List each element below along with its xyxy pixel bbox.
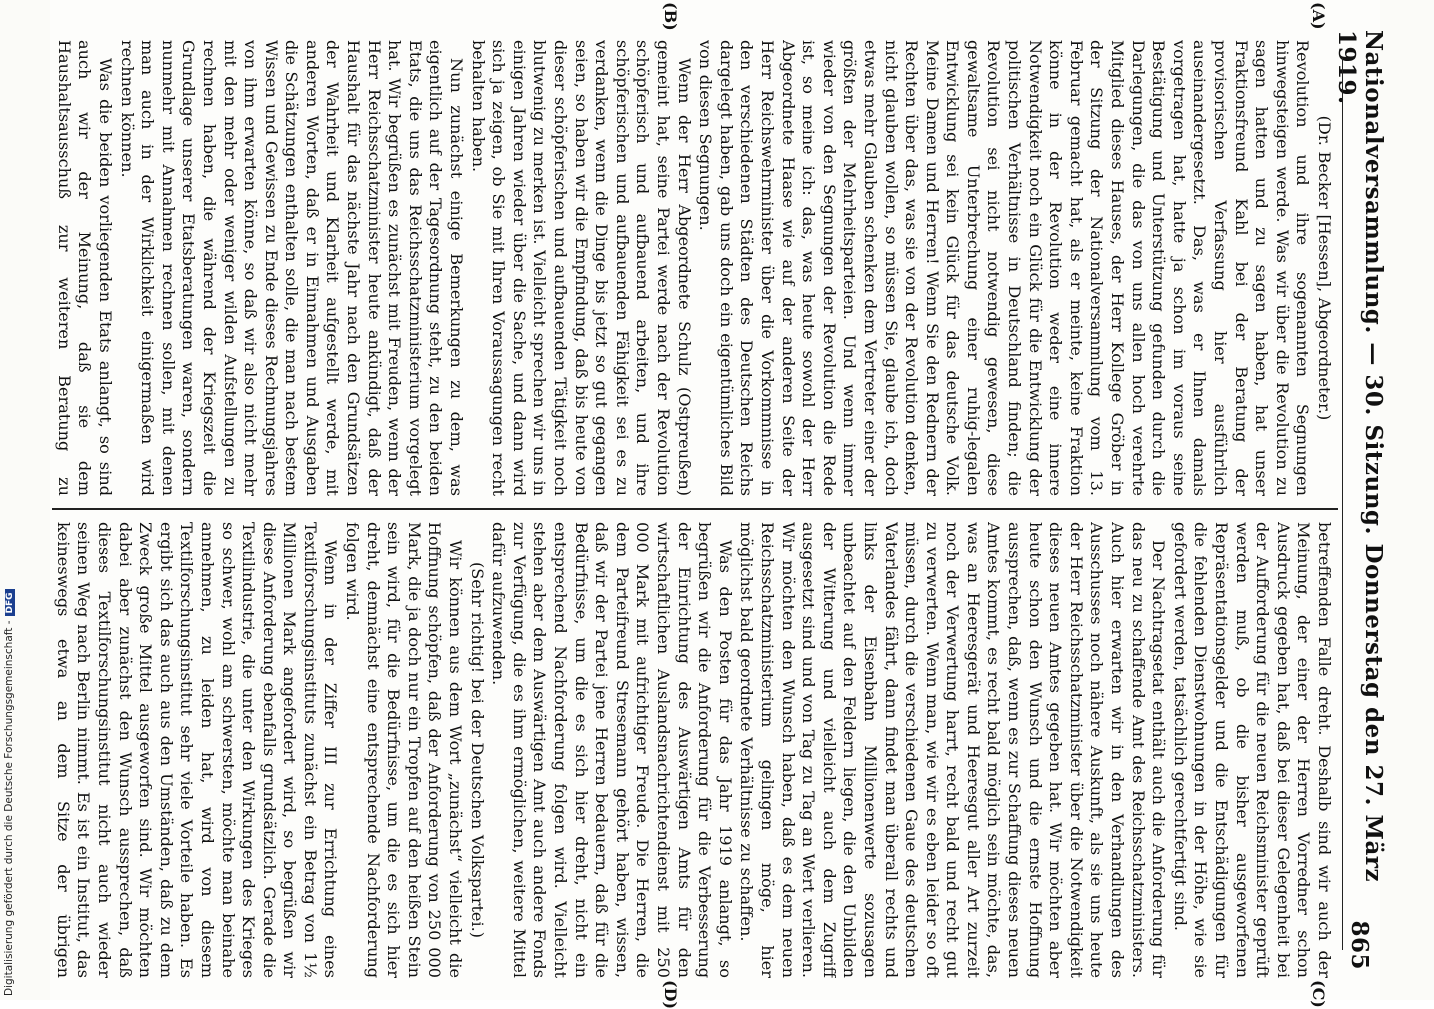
page-number: 865 [1346, 920, 1374, 970]
paragraph: Wenn der Herr Abgeordnete Schulz (Ostpreußen) gemeint hat, seine Partei werde nach der Revolution schöpferisch und aufbauend arbeiten, und ihre schöpferischen und aufbauenden Fähigkeit sei es zu verdanken, wenn die Dinge bis jetzt so gut gegangen seien, so haben wir die Empfindung, daß bis heute von dieser schöpferischen und aufbauenden Tätigkeit noch blutwenig zu merken ist. Vielleicht sprechen wir uns in einigen Jahren wieder über die Sache, und dann wird sich ja zeigen, ob Sie mit Ihren Voraussagungen recht behalten haben. [468, 40, 694, 496]
paragraph: Revolution und ihre sogenannten Segnungen hinwegsteigen werde. Was wir über die Revolution zu sagen hatten und zu sagen haben, hat unser Fraktionsfreund Kahl bei der Beratung der provisorischen Verfassung hier ausführlich auseinandergesetzt. Das, was er Ihnen damals vorgetragen hat, hatte ja schon im voraus seine Bestätigung und Unterstützung gefunden durch die Darlegungen, die das von uns allen hoch verehrte Mitglied dieses Hauses, der Herr Kollege Gröber in der Sitzung der Nationalversammlung vom 13. Februar gemacht hat, als er meinte, keine Fraktion könne in der Revolution weder eine innere Notwendigkeit noch ein Glück für die Entwicklung der politischen Verhältnisse in Deutschland finden; die Revolution sei nicht notwendig gewesen, diese gewaltsame Unterbrechung einer ruhig-legalen Entwicklung sei kein Glück für das deutsche Volk. Meine Damen und Herren! Wenn Sie den Rednern der Rechten über das, was sie von der Revolution denken, nicht glauben wollen, so müssen Sie, glaube ich, doch etwas mehr Glauben schenken dem Vertreter einer der größten der Mehrheitsparteien. Und wenn immer wieder von den Segnungen der Revolution die Rede ist, so meine ich: das, was heute sowohl der Herr Abgeordnete Haase wie auf der anderen Seite der Herr Reichswehrminister über die Vorkommnisse in den verschiedenen Städten des Deutschen Reichs dargelegt haben, gab uns doch ein eigentümliches Bild von diesen Segnungen. [696, 40, 1313, 496]
paragraph: Wir können aus dem Wort „zunächst“ vielleicht die Hoffnung schöpfen, daß der Anforderung von 250 000 Mark, die ja doch nur ein Tropfen auf den heißen Stein sein wird, für die Bedürfnisse, um die es sich hier dreht, demnächst eine entsprechende Nachforderung folgen wird. [343, 522, 466, 978]
paragraph: Wenn in der Ziffer III zur Errichtung eines Textilforschungsinstituts zunächst ein Betrag von 1½ Millionen Mark angefordert wird, so begrüßen wir diese Anforderung ebenfalls grundsätzlich. Gerade die Textilindustrie, die unter den Wirkungen des Krieges so schwer, wohl am schwersten, möchte man beinahe annehmen, zu leiden hat, wird von diesem Textilforschungsinstitut sehr viele Vorteile haben. Es ergibt sich das auch aus den Umständen, daß zu dem Zweck große Mittel ausgeworfen sind. Wir möchten dabei aber zunächst den Wunsch aussprechen, daß dieses Textilforschungsinstitut nicht auch wieder seinen Weg nach Berlin nimmt. Es ist ein Institut, das keineswegs etwa an dem Sitze der übrigen [54, 522, 341, 978]
paragraph: Der Nachtragsetat enthält auch die Anforderung für das neu zu schaffende Amt des Reichsschatzministers. Auch hier erwarten wir in den Verhandlungen des Ausschusses noch nähere Auskunft, als sie uns heute der Herr Reichsschatzminister über die Notwendigkeit dieses neuen Amtes gegeben hat. Wir möchten aber heute schon den Wunsch und die ernste Hoffnung aussprechen, daß, wenn es zur Schaffung dieses neuen Amtes kommt, es recht bald möglich sein möchte, das, was an Heeresgerät und Heeresgut aller Art zurzeit noch der Verwertung harrt, recht bald und recht gut zu verwerten. Wenn man, wie wir es eben leider so oft müssen, durch die verschiedenen Gaue des deutschen Vaterlandes fährt, dann findet man überall rechts und links der Eisenbahn Millionenwerte sozusagen unbeachtet auf den Feldern liegen, die den Unbilden der Witterung und vielleicht auch dem Zugriff ausgesetzt sind und von Tag zu Tag an Wert verlieren. Wir möchten den Wunsch haben, daß es dem neuen Reichsschatzministerium gelingen möge, hier möglichst bald geordnete Verhältnisse zu schaffen. [737, 522, 1169, 978]
margin-marker-d: (D) [661, 980, 680, 1009]
header-title: Nationalversammlung. — 30. Sitzung. Donnerstag den 27. März 1919. [1333, 30, 1387, 883]
interjection: (Sehr richtig! bei der Deutschen Volkspartei.) [467, 562, 487, 938]
newspaper-page [50, 0, 1387, 1009]
paragraph: Was den Posten für das Jahr 1919 anlangt, so begrüßen wir die Anforderung für die Verbesserung der Einrichtung des Auswärtigen Amts für den wirtschaftlichen Auslandsnachrichtendienst mit 250 000 Mark mit aufrichtiger Freude. Die Herren, die dem Parteifreund Stresemann gehört haben, wissen, daß wir der Partei jene Herren bedauern, daß für die Bedürfnisse, um die es sich hier dreht, nicht ein entsprechend Nachforderung folgen wird. Vielleicht stehen aber dem Auswärtigen Amt auch andere Fonds zur Verfügung, die es ihm ermöglichen, weitere Mittel dafür aufzuwenden. [489, 522, 735, 978]
right-text-column [54, 522, 1334, 978]
paragraph: Was die beiden vorliegenden Etats anlangt, so sind auch wir der Meinung, daß sie dem Haushaltsausschuß zur weiteren Beratung zu [54, 40, 115, 496]
column-divider [52, 508, 1338, 510]
dfg-logo: DFG [5, 589, 15, 616]
page-header [1333, 30, 1387, 970]
header-rule [1342, 58, 1343, 950]
left-text-column [54, 40, 1334, 496]
speaker-line: (Dr. Becker [Hessen], Abgeordneter.) [1315, 115, 1334, 421]
credit-text: Digitalisierung gefördert durch die Deutsche Forschungsgemeinschaft - [3, 620, 15, 996]
margin-marker-c: (C) [1309, 980, 1328, 1008]
margin-marker-b: (B) [661, 2, 680, 31]
digitization-credit [3, 589, 15, 996]
margin-marker-a: (A) [1309, 2, 1328, 30]
paragraph: Nun zunächst einige Bemerkungen zu dem, was eigentlich auf der Tagesordnung steht, zu den beiden Etats, die uns das Reichsschatzministerium vorgelegt hat. Wir begrüßen es zunächst mit Freuden, wenn der Herr Reichsschatzminister heute ankündigt, daß der Haushalt für das nächste Jahr nach den Grundsätzen der Wahrheit und Klarheit aufgestellt werde, mit anderen Worten, daß er in Einnahmen und Ausgaben die Schätzungen enthalten solle, die man nach bestem Wissen und Gewissen zu Ende dieses Rechnungsjahres von ihm erwarten könne, so daß wir also nicht mehr mit den mehr oder weniger wilden Aufstellungen zu rechnen haben, die während der Kriegszeit die Grundlage unserer Etatsberatungen waren, sondern nunmehr mit Annahmen rechnen sollen, mit denen man auch in der Wirklichkeit einigermaßen wird rechnen können. [117, 40, 467, 496]
paragraph: betreffenden Falle dreht. Deshalb sind wir auch der Meinung, der einer der Herren Vorredner schon Ausdruck gegeben hat, daß bei dieser Gelegenheit bei der Aufforderung für die neuen Reichsminister geprüft werden muß, ob die bisher ausgeworfenen Repräsentationsgelder und die Entschädigungen für die fehlenden Dienstwohnungen in der Höhe, wie sie gefordert werden, tatsächlich gerechtfertigt sind. [1170, 522, 1334, 978]
